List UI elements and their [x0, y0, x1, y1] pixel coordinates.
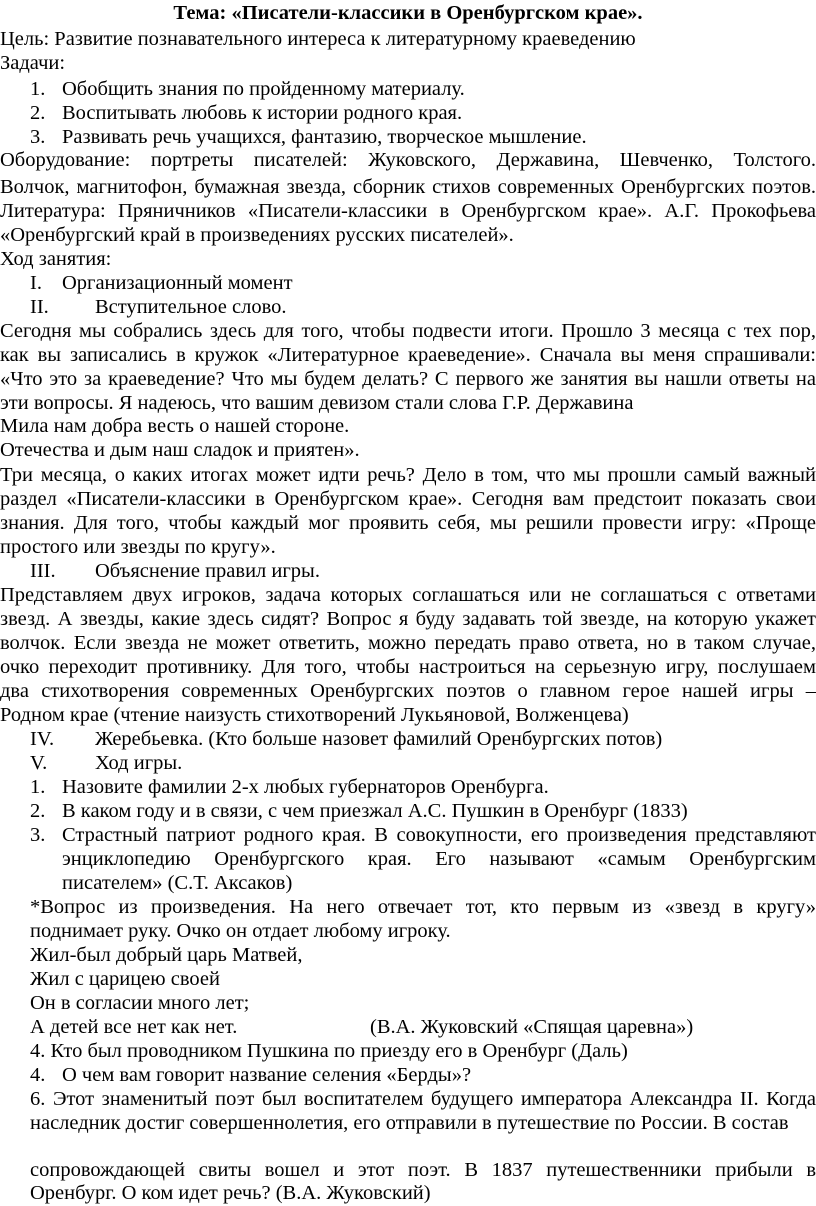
paragraph-line: Родном крае (чтение наизусть стихотворений Лукьяновой, Волженцева)	[0, 704, 629, 726]
question-text: 4. Кто был проводником Пушкина по приезду его в Оренбург (Даль)	[30, 1040, 628, 1062]
stage-text: Ход игры.	[95, 752, 183, 774]
paragraph-line: 6. Этот знаменитый поэт был воспитателем будущего императора Александра II. Когда	[30, 1088, 816, 1110]
question-number: 4.	[30, 1064, 46, 1086]
paragraph-line: «Что это за краеведение? Что мы будем делать? С первого же занятия вы нашли ответы на	[0, 368, 816, 390]
question-continuation	[0, 846, 816, 872]
paragraph-line: как вы записались в кружок «Литературное краеведение». Сначала вы меня спрашивали:	[0, 344, 816, 366]
stage-item	[0, 750, 816, 776]
paragraph-line: раздел «Писатели-классики в Оренбургском крае». Сегодня вам предстоит показать свои	[0, 488, 816, 510]
motto-line: Мила нам добра весть о нашей стороне.	[0, 415, 350, 437]
question-continuation	[0, 870, 816, 896]
poem-line: Жил-был добрый царь Матвей,	[30, 944, 303, 966]
question-text: Страстный патриот родного края. В совокупности, его произведения представляют	[62, 824, 816, 846]
question-item	[0, 774, 816, 800]
paragraph-line: Сегодня мы собрались здесь для того, чтобы подвести итоги. Прошло 3 месяца с тех пор,	[0, 320, 816, 342]
poem-source: (В.А. Жуковский «Спящая царевна»)	[370, 1016, 694, 1038]
question-text: Назовите фамилии 2-х любых губернаторов Оренбурга.	[62, 776, 549, 798]
course-heading: Ход занятия:	[0, 248, 112, 270]
goal-line: Цель: Развитие познавательного интереса к литературному краеведению	[0, 28, 636, 50]
question-item	[0, 1038, 816, 1064]
paragraph-line: волчок. Если звезда не может ответить, можно передать право ответа, но в таком случае,	[0, 632, 816, 654]
question-item	[0, 1062, 816, 1088]
question-text: О чем вам говорит название селения «Берды»?	[62, 1064, 472, 1086]
question-text: писателем» (С.Т. Аксаков)	[62, 872, 293, 894]
question-item	[0, 822, 816, 848]
paragraph-line: эти вопросы. Я надеюсь, что вашим девизом стали слова Г.Р. Державина	[0, 392, 634, 414]
poem-line: Он в согласии много лет;	[30, 992, 250, 1014]
paragraph-line: сопровождающей свиты вошел и этот поэт. В 1837 путешественники прибыли в	[30, 1159, 816, 1181]
bonus-question	[0, 918, 816, 944]
stage-number: I.	[30, 272, 42, 294]
stage-item	[0, 270, 816, 296]
motto-line: Отечества и дым наш сладок и приятен».	[0, 439, 360, 461]
paragraph-line: очко переходит противнику. Для того, чтобы настроиться на серьезную игру, послушаем	[0, 656, 816, 678]
bonus-question	[0, 894, 816, 920]
list-number: 3.	[30, 126, 46, 148]
poem-line: Жил с царицею своей	[30, 968, 220, 990]
literature-line: «Оренбургский край в произведениях русских писателей».	[0, 224, 514, 246]
list-text: Развивать речь учащихся, фантазию, творческое мышление.	[62, 126, 587, 148]
question-number: 3.	[30, 824, 46, 846]
paragraph-line: Три месяца, о каких итогах может идти речь? Дело в том, что мы прошли самый важный	[0, 464, 816, 486]
stage-item	[0, 726, 816, 752]
equipment-line: Оборудование: портреты писателей: Жуковского, Державина, Шевченко, Толстого.	[0, 149, 816, 171]
question-item	[0, 798, 816, 824]
question-number: 1.	[30, 776, 46, 798]
bonus-text: *Вопрос из произведения. На него отвечает тот, кто первым из «звезд в кругу»	[30, 896, 816, 918]
stage-text: Жеребьевка. (Кто больше назовет фамилий Оренбургских потов)	[95, 728, 663, 750]
paragraph-line: звезд. А звезды, какие здесь сидят? Вопрос я буду задавать той звезде, на которую укажет	[0, 608, 816, 630]
tasks-heading: Задачи:	[0, 52, 66, 74]
equipment-line: Волчок, магнитофон, бумажная звезда, сборник стихов современных Оренбургских поэтов.	[0, 176, 816, 198]
list-number: 2.	[30, 102, 46, 124]
list-number: 1.	[30, 78, 46, 100]
stage-text: Организационный момент	[62, 272, 293, 294]
list-text: Обобщить знания по пройденному материалу.	[62, 78, 465, 100]
literature-line: Литература: Пряничников «Писатели-классики в Оренбургском крае». А.Г. Прокофьева	[0, 200, 816, 222]
paragraph-line: знания. Для того, чтобы каждый мог проявить себя, мы решили провести игру: «Проще	[0, 512, 816, 534]
stage-item	[0, 294, 816, 320]
paragraph-line: простого или звезды по кругу».	[0, 536, 276, 558]
bonus-text: поднимает руку. Очко он отдает любому игроку.	[30, 920, 451, 942]
list-text: Воспитывать любовь к истории родного края.	[62, 102, 463, 124]
paragraph-line: Представляем двух игроков, задача которых соглашаться или не соглашаться с ответами	[0, 584, 816, 606]
stage-text: Объяснение правил игры.	[95, 560, 320, 582]
paragraph-line: наследник достиг совершеннолетия, его отправили в путешествие по России. В состав	[30, 1112, 789, 1134]
question-text: энциклопедию Оренбургского края. Его называют «самым Оренбургским	[62, 848, 816, 870]
page-title: Тема: «Писатели-классики в Оренбургском крае».	[173, 2, 643, 24]
paragraph-line: Оренбург. О ком идет речь? (В.А. Жуковский)	[30, 1182, 431, 1204]
stage-number: III.	[30, 560, 56, 582]
question-text: В каком году и в связи, с чем приезжал А.С. Пушкин в Оренбург (1833)	[62, 800, 688, 822]
stage-text: Вступительное слово.	[95, 296, 287, 318]
stage-number: IV.	[30, 728, 55, 750]
list-item	[0, 76, 816, 102]
poem-line: А детей все нет как нет. (В.А. Жуковский «Спящая царевна»)	[30, 1016, 694, 1038]
question-number: 2.	[30, 800, 46, 822]
stage-item	[0, 558, 816, 584]
stage-number: II.	[30, 296, 49, 318]
list-item	[0, 100, 816, 126]
paragraph-line: два стихотворения современных Оренбургских поэтов о главном герое нашей игры –	[0, 680, 816, 702]
stage-number: V.	[30, 752, 48, 774]
